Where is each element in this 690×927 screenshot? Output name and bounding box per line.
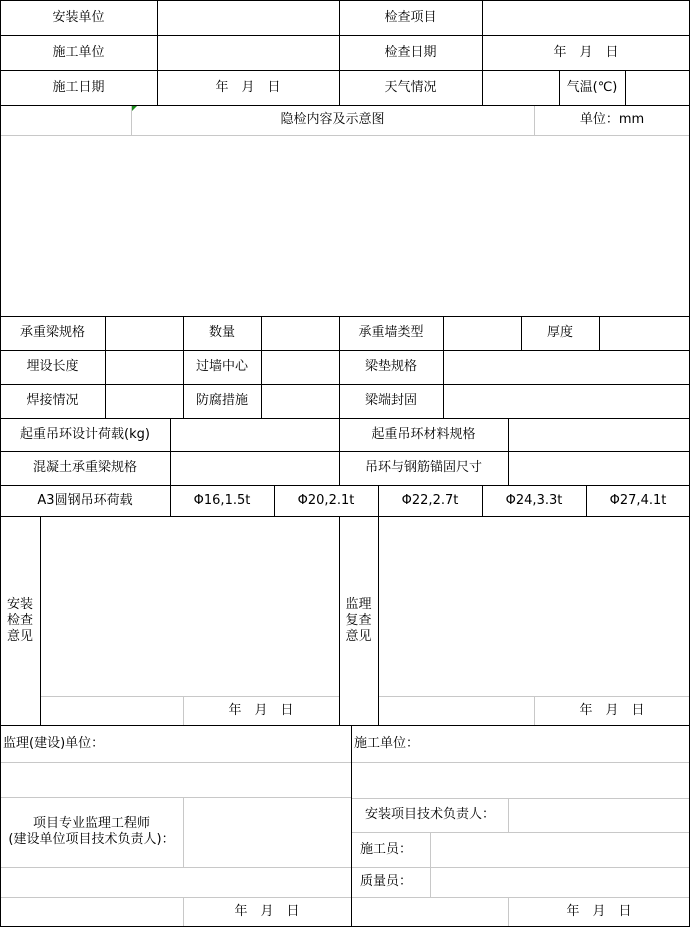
thickness-label: 厚度 (546, 325, 573, 340)
install-unit-field[interactable] (157, 0, 339, 35)
beam-end-seal-label: 梁端封固 (364, 393, 417, 408)
supervision-opinion-label: 监理 复查 意见 (345, 596, 372, 644)
ring-load-label: 起重吊环设计荷载(kg) (20, 426, 150, 442)
engineer-label-line2: (建设单位项目技术负责人)： (8, 832, 175, 847)
weather-field[interactable] (482, 70, 559, 105)
load-option: Φ27,4.1t (609, 492, 667, 508)
construct-unit-sign-label: 施工单位： (354, 735, 420, 751)
temperature-label: 气温(℃) (566, 79, 618, 95)
quality-label: 质量员： (360, 874, 413, 889)
ring-material-label: 起重吊环材料规格 (371, 426, 476, 442)
supervision-opinion-field[interactable] (379, 517, 689, 695)
construct-unit-label: 施工单位 (52, 44, 105, 60)
constructor-label: 施工员： (360, 841, 413, 857)
load-option: Φ16,1.5t (193, 492, 251, 508)
hidden-inspection-title: 隐检内容及示意图 (280, 112, 385, 127)
weather-label: 天气情况 (384, 79, 437, 95)
install-opinion-field[interactable] (41, 517, 339, 695)
wall-type-label: 承重墙类型 (358, 325, 424, 340)
supervisor-unit-label: 监理(建设)单位： (3, 735, 105, 751)
tech-lead-label: 安装项目技术负责人： (364, 807, 495, 822)
install-opinion-label: 安装 检查 意见 (6, 596, 33, 644)
diagram-area[interactable] (0, 136, 690, 316)
load-option: Φ20,2.1t (297, 492, 355, 508)
a3-load-label: A3圆钢吊环荷载 (37, 492, 133, 508)
install-opinion-date: 年 月 日 (228, 702, 294, 718)
inspect-item-label: 检查项目 (384, 9, 437, 25)
engineer-label-line1: 项目专业监理工程师 (32, 816, 150, 831)
quality-field[interactable] (431, 868, 689, 897)
load-option: Φ22,2.7t (401, 492, 459, 508)
temperature-field[interactable] (625, 70, 690, 105)
constructor-field[interactable] (431, 833, 689, 867)
embed-length-label: 埋设长度 (26, 359, 79, 374)
anchor-size-label: 吊环与钢筋锚固尺寸 (364, 460, 482, 475)
engineer-label (0, 797, 183, 867)
inspect-date-label: 检查日期 (384, 44, 437, 60)
anticorrosion-label: 防腐措施 (195, 393, 248, 408)
construct-unit-field[interactable] (157, 35, 339, 70)
construct-date-label: 施工日期 (52, 79, 105, 95)
supervisor-date: 年 月 日 (234, 903, 300, 919)
supervision-opinion-date: 年 月 日 (579, 702, 645, 718)
engineer-signature-field[interactable] (184, 798, 351, 867)
quantity-label: 数量 (208, 325, 235, 340)
construct-date: 年 月 日 (566, 903, 632, 919)
install-unit-label: 安装单位 (52, 9, 105, 25)
inspect-date-field[interactable]: 年 月 日 (553, 44, 619, 60)
load-option: Φ24,3.3t (505, 492, 563, 508)
beam-spec-label: 承重梁规格 (19, 325, 85, 340)
unit-label: 单位：mm (579, 112, 645, 127)
construct-date-field[interactable]: 年 月 日 (215, 79, 281, 95)
wall-center-label: 过墙中心 (195, 359, 248, 374)
tech-lead-field[interactable] (509, 799, 689, 832)
concrete-beam-label: 混凝土承重梁规格 (32, 460, 137, 475)
pad-spec-label: 梁垫规格 (364, 359, 417, 374)
inspect-item-field[interactable] (482, 0, 690, 35)
welding-label: 焊接情况 (26, 393, 79, 408)
